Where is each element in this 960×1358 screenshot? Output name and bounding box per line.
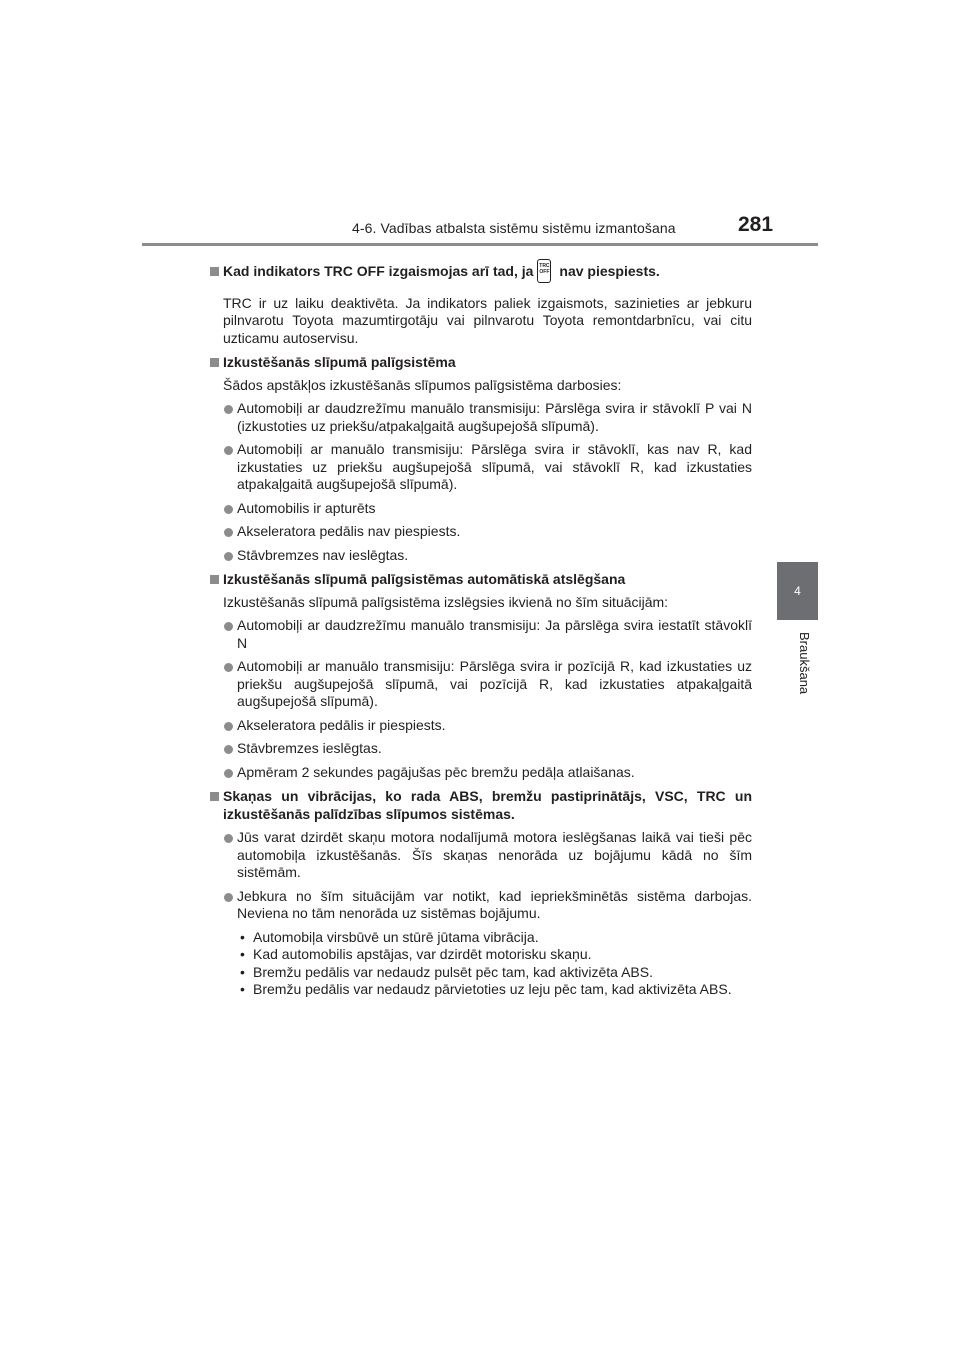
heading-text: Izkustēšanās slīpumā palīgsistēmas automātiskā atslēgšana xyxy=(223,571,626,587)
square-bullet-icon xyxy=(210,358,219,367)
list-item xyxy=(210,888,752,923)
round-bullet-icon xyxy=(224,893,233,902)
section-heading-auto-cancel xyxy=(210,571,752,589)
list-item-text: Akseleratora pedālis ir piespiests. xyxy=(237,716,446,733)
list-item-text: Automobiļi ar manuālo transmisiju: Pārslēga svira ir stāvoklī, kas nav R, kad izkustaties uz priekšu augšupejošā slīpumā, vai stāvoklī R, kad izkustaties atpakaļgaitā augšupejošā slīpumā). xyxy=(237,441,752,492)
trc-off-switch-icon: TRC OFF xyxy=(537,259,551,283)
header-divider xyxy=(142,243,818,246)
round-bullet-icon xyxy=(224,722,233,731)
list-item-text: Stāvbremzes ieslēgtas. xyxy=(237,740,382,756)
round-bullet-icon xyxy=(224,505,233,514)
round-bullet-icon xyxy=(224,745,233,754)
sub-list-item xyxy=(210,981,752,999)
heading-text-part1: Kad indikators TRC OFF izgaismojas arī tad, ja xyxy=(223,263,534,279)
list-item xyxy=(210,717,752,735)
sub-bullet-marker: • xyxy=(240,946,245,962)
list-item-text: Stāvbremzes nav ieslēgtas. xyxy=(237,546,409,563)
page-number: 281 xyxy=(738,213,774,236)
list-item-text: Apmēram 2 sekundes pagājušas pēc bremžu pedāļa atlaišanas. xyxy=(237,763,635,780)
round-bullet-icon xyxy=(224,622,233,631)
square-bullet-icon xyxy=(210,792,219,801)
round-bullet-icon xyxy=(224,834,233,843)
list-item xyxy=(210,658,752,711)
sub-list-item-text: Automobiļa virsbūvē un stūrē jūtama vibrācija. xyxy=(253,928,539,945)
round-bullet-icon xyxy=(224,405,233,414)
sub-bullet-marker: • xyxy=(240,963,245,980)
list-item-text: Automobilis ir apturēts xyxy=(237,499,376,516)
list-item xyxy=(210,441,752,494)
sub-bullet-marker: • xyxy=(240,928,245,945)
page-content xyxy=(210,263,752,999)
list-item-text: Automobiļi ar daudzrežīmu manuālo transmisiju: Ja pārslēga svira iestatīt stāvoklī N xyxy=(237,617,752,651)
sub-list-item-text: Bremžu pedālis var nedaudz pārvietoties uz leju pēc tam, kad aktivizēta ABS. xyxy=(253,981,732,997)
list-item-text: Jebkura no šīm situācijām var notikt, kad iepriekšminētās sistēma darbojas. Neviena no tām nenorāda uz sistēmas bojājumu. xyxy=(237,887,752,921)
round-bullet-icon xyxy=(224,528,233,537)
list-item xyxy=(210,829,752,882)
list-item xyxy=(210,500,752,518)
heading-text-part2: nav piespiests. xyxy=(559,263,660,279)
sub-list-item-text: Kad automobilis apstājas, var dzirdēt motorisku skaņu. xyxy=(253,946,592,962)
list-item xyxy=(210,400,752,435)
round-bullet-icon xyxy=(224,769,233,778)
list-item-text: Automobiļi ar manuālo transmisiju: Pārslēga svira ir pozīcijā R, kad izkustaties uz priekšu augšupejošā slīpumā, vai pozīcijā R, kad izkustaties atpakaļgaitā augšupejošā slīpumā). xyxy=(237,658,752,709)
section-intro: Šādos apstākļos izkustēšanās slīpumos palīgsistēma darbosies: xyxy=(223,376,622,393)
section-heading-trc-off xyxy=(210,263,752,281)
list-item-text: Automobiļi ar daudzrežīmu manuālo transmisiju: Pārslēga svira ir stāvoklī P vai N (izkustoties uz priekšu/atpakaļgaitā augšupejošā slīpumā). xyxy=(237,400,752,434)
section-intro: Izkustēšanās slīpumā palīgsistēma izslēgsies ikvienā no šīm situācijām: xyxy=(223,593,669,610)
list-item xyxy=(210,740,752,758)
list-item xyxy=(210,547,752,565)
sub-list xyxy=(210,929,752,999)
list-item xyxy=(210,764,752,782)
list-item-text: Jūs varat dzirdēt skaņu motora nodalījumā motora ieslēgšanas laikā vai tieši pēc automobiļa izkustēšanās. Šīs skaņas nenorāda uz bojājumu kādā no šīm sistēmām. xyxy=(237,829,752,880)
sub-list-item-text: Bremžu pedālis var nedaudz pulsēt pēc tam, kad aktivizēta ABS. xyxy=(253,963,653,980)
round-bullet-icon xyxy=(224,663,233,672)
round-bullet-icon xyxy=(224,446,233,455)
sub-list-item xyxy=(210,929,752,947)
section-paragraph: TRC ir uz laiku deaktivēta. Ja indikators paliek izgaismots, sazinieties ar jebkuru pilnvarotu Toyota mazumtirgotāju vai pilnvarotu Toyota remontdarbnīcu, vai citu uzticamu autoservisu. xyxy=(223,294,752,346)
sub-bullet-marker: • xyxy=(240,981,245,997)
list-item-text: Akseleratora pedālis nav piespiests. xyxy=(237,523,461,539)
round-bullet-icon xyxy=(224,552,233,561)
list-item xyxy=(210,523,752,541)
heading-text: Izkustēšanās slīpumā palīgsistēma xyxy=(223,354,456,370)
sub-list-item xyxy=(210,964,752,982)
square-bullet-icon xyxy=(210,267,219,276)
section-heading-hill-assist xyxy=(210,354,752,372)
heading-text: Skaņas un vibrācijas, ko rada ABS, bremžu pastiprinātājs, VSC, TRC un izkustēšanās palīdzības slīpumos sistēmas. xyxy=(223,788,752,822)
chapter-tab: 4 xyxy=(777,562,818,620)
chapter-title: 4-6. Vadības atbalsta sistēmu sistēmu izmantošana xyxy=(352,220,676,236)
chapter-tab-label: Braukšana xyxy=(797,632,812,695)
list-item xyxy=(210,617,752,652)
sub-list-item xyxy=(210,946,752,964)
square-bullet-icon xyxy=(210,575,219,584)
section-heading-sounds-vibrations xyxy=(210,788,752,823)
